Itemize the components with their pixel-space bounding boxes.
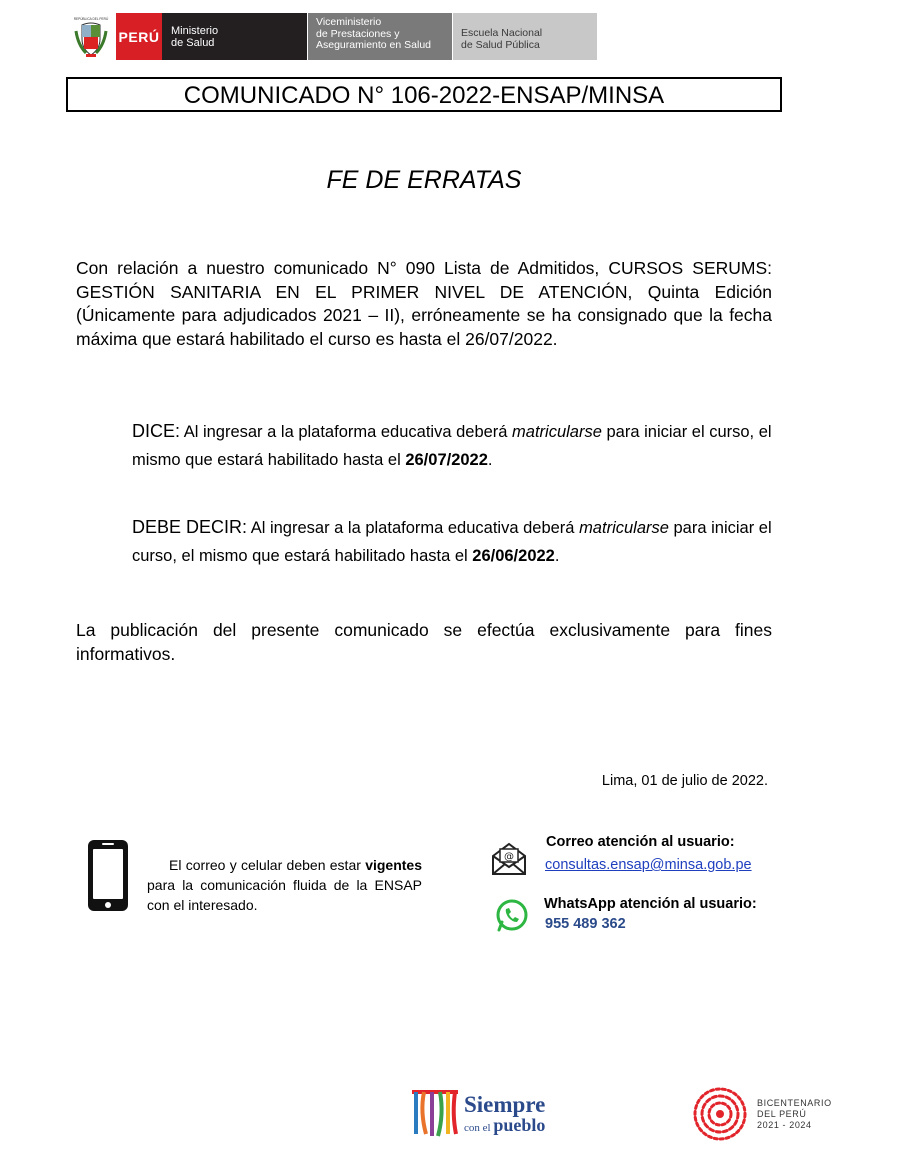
shield-caption: REPÚBLICA DEL PERÚ	[73, 16, 109, 21]
siempre-con-el-pueblo-logo	[410, 1088, 545, 1140]
dice-paragraph: DICE: Al ingresar a la plataforma educativa deberá matricularse para iniciar el curso, el mismo que estará habilitado hasta el 26/07/2022.	[132, 421, 772, 469]
debe-decir-date: 26/06/2022	[472, 547, 555, 565]
siempre-logo-mark-icon	[410, 1088, 460, 1140]
whatsapp-number[interactable]: 955 489 362	[545, 916, 626, 932]
bicentenario-caption: BICENTENARIO DEL PERÚ 2021 - 2024	[757, 1097, 832, 1130]
school-label: Escuela Nacional de Salud Pública	[453, 13, 597, 60]
dice-date: 26/07/2022	[405, 451, 488, 469]
peru-label: PERÚ	[116, 13, 162, 60]
intro-paragraph: Con relación a nuestro comunicado N° 090 Lista de Admitidos, CURSOS SERUMS: GESTIÓN SANITARIA EN EL PRIMER NIVEL DE ATENCIÓN, Quinta Edición (Únicamente para adjudicados 2021 – II), erróneamente se ha consignado que la fecha máxima que estará habilitado el curso es hasta el 26/07/2022.	[76, 258, 772, 349]
email-contact-heading: Correo atención al usuario:	[546, 834, 735, 850]
email-address-link[interactable]: consultas.ensap@minsa.gob.pe	[545, 857, 752, 873]
debe-decir-label: DEBE DECIR:	[132, 517, 248, 537]
debe-decir-paragraph: DEBE DECIR: Al ingresar a la plataforma educativa deberá matricularse para iniciar el curso, el mismo que estará habilitado hasta el 26/06/2022.	[132, 517, 772, 565]
closing-paragraph: La publicación del presente comunicado se efectúa exclusivamente para fines informativos.	[76, 620, 772, 664]
ministry-label: Ministerio de Salud	[162, 13, 307, 60]
svg-text:@: @	[504, 851, 514, 863]
dice-label: DICE:	[132, 421, 181, 441]
email-icon	[490, 840, 528, 878]
coat-of-arms-icon	[70, 13, 112, 60]
bicentenario-emblem-icon	[690, 1084, 750, 1144]
contact-note: El correo y celular deben estar vigentes para la comunicación fluida de la ENSAP con el interesado.	[147, 857, 422, 913]
bicentenario-logo	[690, 1084, 832, 1144]
place-date: Lima, 01 de julio de 2022.	[601, 773, 768, 789]
institution-header	[70, 13, 597, 60]
mobile-phone-icon	[86, 838, 130, 913]
document-title: COMUNICADO N° 106-2022-ENSAP/MINSA	[66, 77, 782, 112]
document-subtitle: FE DE ERRATAS	[326, 166, 522, 194]
whatsapp-icon	[494, 898, 529, 933]
siempre-slogan: Siempre con el pueblo	[464, 1092, 546, 1135]
whatsapp-contact-heading: WhatsApp atención al usuario:	[544, 896, 757, 912]
viceministry-label: Viceministerio de Prestaciones y Aseguramiento en Salud	[308, 13, 452, 60]
